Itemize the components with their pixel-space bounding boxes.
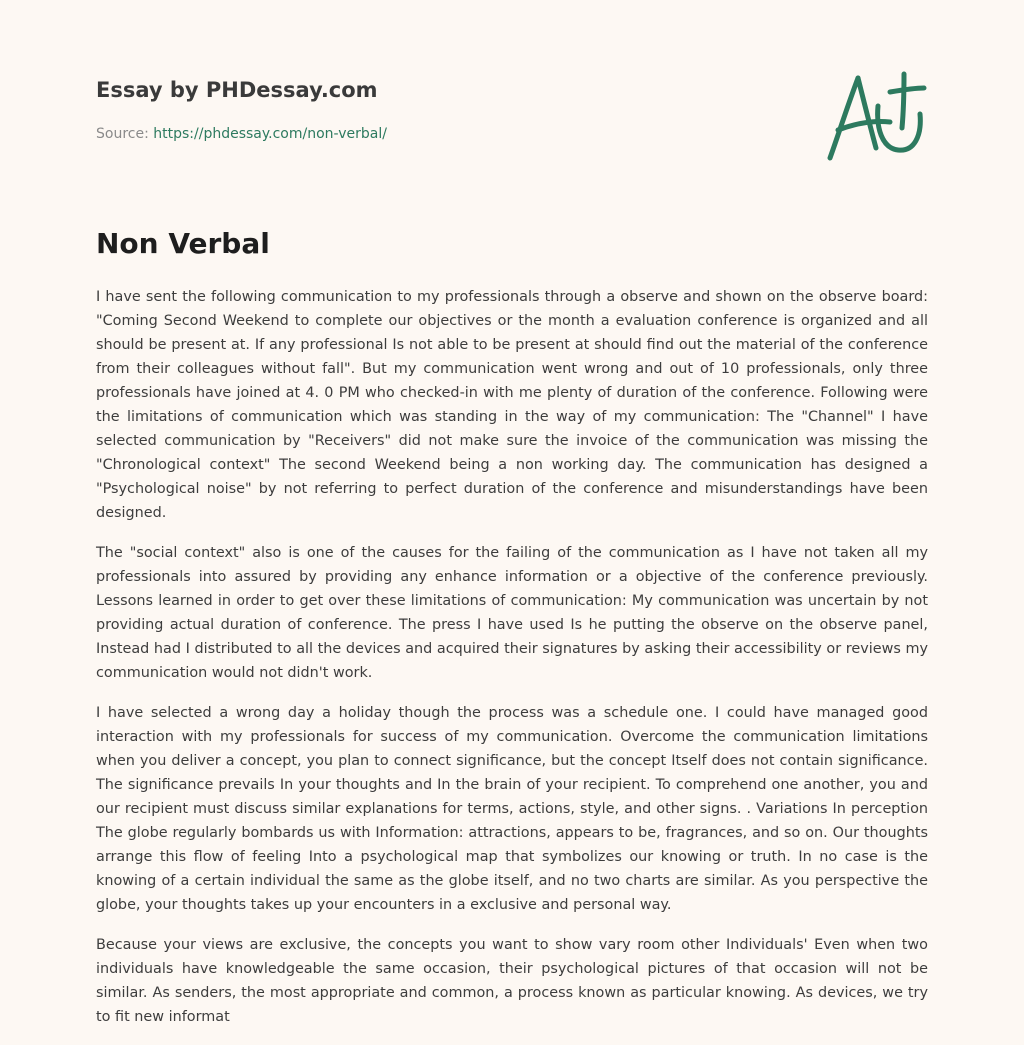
a-plus-logo-icon (820, 66, 930, 166)
essay-body (96, 285, 928, 1045)
page-header (96, 72, 696, 144)
essay-paragraph: I have selected a wrong day a holiday though the process was a schedule one. I could have managed good interaction with my professionals for success of my communication. Overcome the communication limitations when you deliver a concept, you plan to connect significance, but the concept Itself does not contain significance. The significance prevails In your thoughts and In the brain of your recipient. To comprehend one another, you and our recipient must discuss similar explanations for terms, actions, style, and other signs. . Variations In perception The globe regularly bombards us with Information: attractions, appears to be, fragrances, and so on. Our thoughts arrange this flow of feeling Into a psychological map that symbolizes our knowing or truth. In no case is the knowing of a certain individual the same as the globe itself, and no two charts are similar. As you perspective the globe, your thoughts takes up your encounters in a exclusive and personal way. (96, 705, 928, 913)
source-link[interactable]: https://phdessay.com/non-verbal/ (153, 126, 387, 142)
essay-title: Non Verbal (96, 227, 270, 260)
essay-paragraph: Because your views are exclusive, the concepts you want to show vary room other Individuals' Even when two individuals have knowledgeable the same occasion, their psychological pictures of that occasion will not be similar. As senders, the most appropriate and common, a process known as particular knowing. As devices, we try to fit new informat (96, 937, 928, 1025)
source-line (96, 124, 696, 144)
essay-paragraph: The "social context" also is one of the causes for the failing of the communication as I have not taken all my professionals into assured by providing any enhance information or a objective of the conference previously. Lessons learned in order to get over these limitations of communication: My communication was uncertain by not providing actual duration of conference. The press I have used Is he putting the observe on the observe panel, Instead had I distributed to all the devices and acquired their signatures by asking their accessibility or reviews my communication would not didn't work. (96, 545, 928, 681)
source-label: Source: (96, 126, 154, 142)
site-title: Essay by PHDessay.com (96, 78, 378, 102)
essay-paragraph: I have sent the following communication to my professionals through a observe and shown on the observe board: "Coming Second Weekend to complete our objectives or the month a evaluation conference is organized and all should be present at. If any professional Is not able to be present at should find out the material of the conference from their colleagues without fall". But my communication went wrong and out of 10 professionals, only three professionals have joined at 4. 0 PM who checked-in with me plenty of duration of the conference. Following were the limitations of communication which was standing in the way of my communication: The "Channel" I have selected communication by "Receivers" did not make sure the invoice of the communication was missing the "Chronological context" The second Weekend being a non working day. The communication has designed a "Psychological noise" by not referring to perfect duration of the conference and misunderstandings have been designed. (96, 289, 928, 521)
